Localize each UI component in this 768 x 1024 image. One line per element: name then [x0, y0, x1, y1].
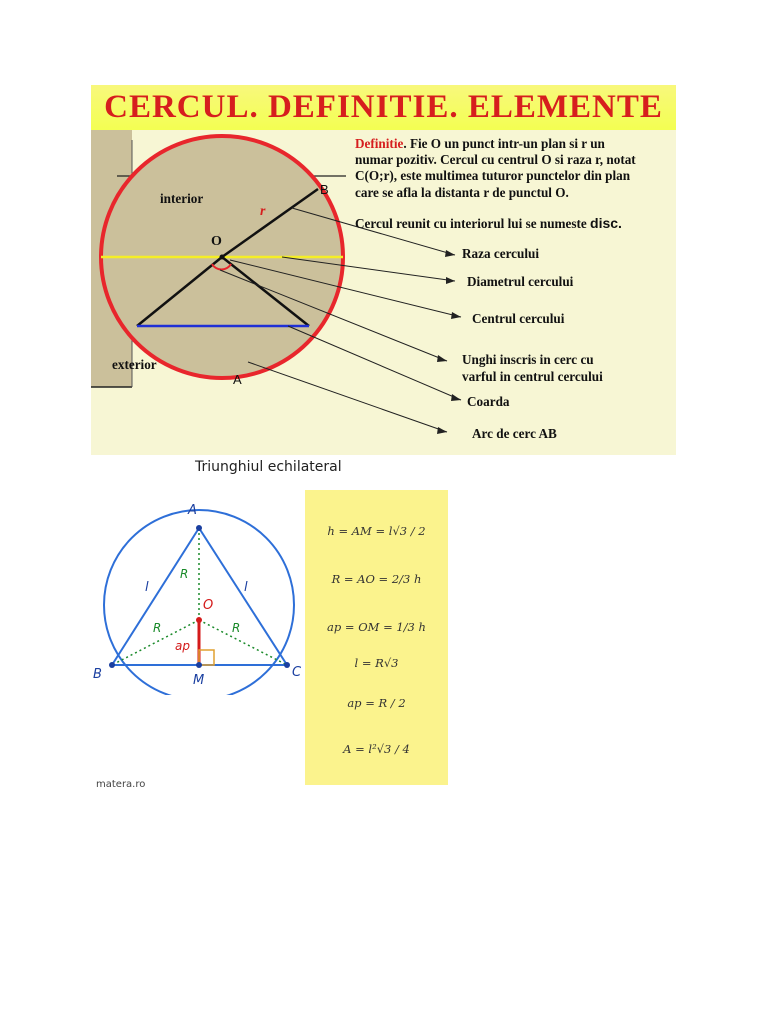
- leader-coarda: [288, 326, 461, 400]
- formula-circumradius: R = AO = 2/3 h: [331, 572, 422, 586]
- point-b-label: B: [320, 182, 329, 197]
- definition-label: Definitie: [355, 136, 404, 151]
- definition-line-4: care se afla la distanta r de punctul O.: [355, 184, 569, 200]
- exterior-label: exterior: [112, 357, 157, 372]
- formula-apothem-r: ap = R / 2: [347, 696, 406, 710]
- definition-line-1: . Fie O un punct intr-un plan si r un: [403, 136, 605, 151]
- interior-label: interior: [160, 191, 204, 206]
- formula-height: h = AM = l√3 / 2: [327, 524, 426, 538]
- callout-centru: Centrul cercului: [472, 311, 565, 326]
- formula-area: A = l²√3 / 4: [343, 742, 410, 756]
- page-title: CERCUL. DEFINITIE. ELEMENTE: [104, 89, 663, 125]
- formula-apothem-h: ap = OM = 1/3 h: [327, 620, 426, 634]
- side-right-label: l: [244, 580, 248, 595]
- disc-word: disc.: [590, 215, 622, 231]
- center-label: O: [211, 234, 222, 249]
- disc-sentence: Cercul reunit cu interiorul lui se numeste: [355, 216, 587, 231]
- vertex-c-label: C: [292, 665, 302, 680]
- triangle-diagram: [90, 495, 305, 695]
- leader-arc: [248, 362, 447, 432]
- formula-box: [305, 490, 448, 785]
- definition-block: [355, 136, 673, 201]
- formula-side: l = R√3: [354, 656, 399, 670]
- vertex-c-point: [284, 662, 290, 668]
- callout-raza: Raza cercului: [462, 246, 540, 261]
- apothem-label: ap: [175, 639, 190, 653]
- midpoint-m-point: [196, 662, 202, 668]
- callout-arc: Arc de cerc AB: [472, 426, 557, 441]
- vertex-b-label: B: [93, 667, 102, 682]
- definition-line-2: numar pozitiv. Cercul cu centrul O si raza r, notat: [355, 152, 636, 168]
- point-a-label: A: [233, 372, 242, 387]
- callout-unghi-2: varful in centrul cercului: [462, 369, 603, 384]
- right-angle-mark: [199, 650, 214, 665]
- r-right-label: R: [232, 621, 241, 635]
- disc-definition: [355, 215, 622, 232]
- center-o-label: O: [203, 598, 214, 613]
- callout-unghi-1: Unghi inscris in cerc cu: [462, 352, 594, 367]
- vertex-b-point: [109, 662, 115, 668]
- vertex-a-point: [196, 525, 202, 531]
- r-top-label: R: [180, 567, 189, 581]
- center-point: [220, 255, 225, 260]
- vertex-a-label: A: [188, 503, 197, 518]
- r-left-label: R: [153, 621, 162, 635]
- center-o-point: [196, 617, 202, 623]
- triangle-title: Triunghiul echilateral: [195, 459, 342, 475]
- midpoint-m-label: M: [193, 673, 205, 688]
- callout-diametru: Diametrul cercului: [467, 274, 574, 289]
- radius-label: r: [260, 204, 266, 219]
- side-left-label: l: [145, 580, 149, 595]
- radius-right-line: [199, 620, 287, 665]
- callout-coarda: Coarda: [467, 394, 510, 409]
- definition-line-3: C(O;r), este multimea tuturor punctelor din plan: [355, 168, 631, 184]
- callout-arrowheads: [437, 250, 461, 434]
- watermark: matera.ro: [96, 779, 146, 790]
